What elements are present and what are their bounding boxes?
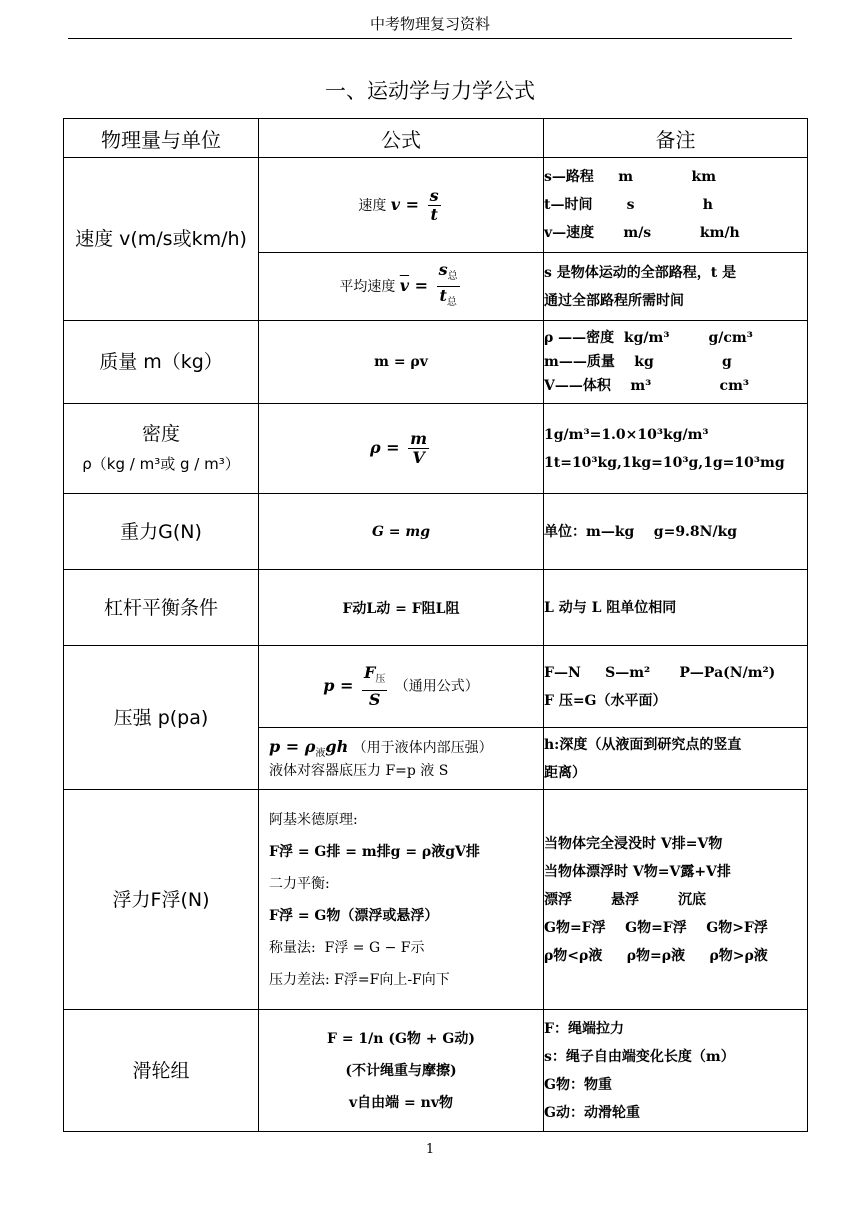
formula-table: [63, 118, 808, 1132]
note-line: s—路程 m km: [544, 169, 717, 185]
formula-note: （通用公式）: [394, 679, 479, 695]
formula-density: ρ = $\frac{m}{V}$: [259, 404, 544, 494]
note-gravity: 单位：m—kg g=9.8N/kg: [544, 494, 808, 570]
quantity-pressure: 压强 p(pa): [64, 646, 259, 790]
note-line: F：绳端拉力: [544, 1020, 624, 1037]
document-title: 一、运动学与力学公式: [325, 79, 535, 103]
quantity-units: ρ（kg / m³或 g / m³）: [82, 454, 240, 473]
quantity-lever: 杠杆平衡条件: [64, 570, 259, 646]
quantity-mass: 质量 m（kg）: [64, 321, 259, 404]
note-density: [544, 404, 808, 494]
note-buoyancy: [544, 790, 808, 1010]
note-line: s 是物体运动的全部路程，t 是: [544, 264, 737, 281]
formula-mean-speed: [259, 253, 544, 321]
note-line: ρ ——密度 kg/m³ g/cm³: [544, 330, 753, 346]
note-lever: L 动与 L 阻单位相同: [544, 570, 808, 646]
quantity-buoyancy: 浮力F浮(N): [64, 790, 259, 1010]
formula-line: 液体对容器底压力 F=p 液 S: [269, 762, 449, 779]
note-line: h:深度（从液面到研究点的竖直: [544, 736, 742, 753]
note-pulley: [544, 1010, 808, 1132]
formula-label: 平均速度: [339, 279, 396, 295]
table-row: [64, 321, 808, 404]
note-pressure: [544, 646, 808, 728]
formula-mass: m = ρv: [259, 321, 544, 404]
note-line: F 压=G（水平面）: [544, 692, 667, 709]
formula-label: 速度: [358, 197, 387, 214]
note-line: ρ物<ρ液 ρ物=ρ液 ρ物>ρ液: [544, 947, 768, 964]
note-line: 当物体漂浮时 V物=V露+V排: [544, 863, 731, 880]
table-row: [64, 1010, 808, 1132]
note-line: m——质量 kg g: [544, 354, 732, 370]
formula-line: F = 1/n (G物 + G动): [327, 1030, 475, 1047]
column-header: 备注: [544, 119, 808, 158]
note-line: 通过全部路程所需时间: [544, 292, 684, 309]
formula-line: (不计绳重与摩擦): [345, 1062, 457, 1079]
formula-line: 压力差法: F浮=F向上-F向下: [269, 971, 450, 988]
note-line: G物：物重: [544, 1076, 612, 1093]
formula-line: v自由端 = nv物: [349, 1094, 453, 1111]
note-liquid-pressure: [544, 728, 808, 790]
formula-line: F浮 = G物（漂浮或悬浮）: [269, 907, 439, 924]
note-speed: [544, 158, 808, 253]
formula-pressure: p = $\frac{F_压}{S}$ （通用公式）: [259, 646, 544, 728]
column-header: 公式: [259, 119, 544, 158]
mean-speed-equation: $\overline{v}$ = $\frac{s_总}{t_总}$: [399, 259, 458, 309]
column-header: 物理量与单位: [64, 119, 259, 158]
quantity-pulley: 滑轮组: [64, 1010, 259, 1132]
formula-buoyancy: [259, 790, 544, 1010]
note-line: F—N S—m² P—Pa(N/m²): [544, 664, 776, 681]
quantity-name: 密度: [141, 422, 180, 445]
table-row: [64, 404, 808, 494]
note-line: V——体积 m³ cm³: [544, 378, 750, 394]
table-header-row: [64, 119, 808, 158]
note-line: 当物体完全浸没时 V排=V物: [544, 835, 723, 852]
quantity-density: [64, 404, 259, 494]
note-line: G物=F浮 G物=F浮 G物>F浮: [544, 919, 768, 936]
formula-line: F浮 = G排 = m排g = ρ液gV排: [269, 843, 480, 860]
table-row: [64, 790, 808, 1010]
page-header: 中考物理复习资料: [68, 12, 792, 39]
formula-lever: F动L动 = F阻L阻: [259, 570, 544, 646]
formula-line: 二力平衡:: [269, 875, 330, 892]
note-line: s：绳子自由端变化长度（m）: [544, 1048, 735, 1065]
formula-line: 阿基米德原理:: [269, 811, 358, 828]
formula-line: 称量法: F浮 = G − F示: [269, 939, 425, 956]
formula-pulley: [259, 1010, 544, 1132]
note-line: 1g/m³=1.0×10³kg/m³: [544, 426, 709, 443]
table-row: [64, 158, 808, 253]
note-line: t—时间 s h: [544, 197, 713, 213]
note-mean-speed: [544, 253, 808, 321]
note-line: G动：动滑轮重: [544, 1104, 640, 1121]
note-line: v—速度 m/s km/h: [544, 225, 740, 241]
table-row: [64, 646, 808, 728]
table-row: [64, 494, 808, 570]
note-mass: [544, 321, 808, 404]
table-row: [64, 570, 808, 646]
formula-gravity: G = mg: [259, 494, 544, 570]
quantity-speed: 速度 v(m/s或km/h): [64, 158, 259, 321]
page-number: 1: [425, 1142, 435, 1157]
speed-equation: v = $\frac{s}{t}$: [390, 185, 439, 224]
note-line: 距离）: [544, 764, 586, 781]
note-line: 1t=10³kg,1kg=10³g,1g=10³mg: [544, 454, 785, 471]
formula-speed: [259, 158, 544, 253]
note-line: 漂浮 悬浮 沉底: [544, 891, 706, 908]
quantity-gravity: 重力G(N): [64, 494, 259, 570]
formula-note: （用于液体内部压强）: [352, 740, 493, 757]
formula-liquid-pressure: $p = \rho_液gh$ （用于液体内部压强） 液体对容器底压力 F=p 液 S: [259, 728, 544, 790]
